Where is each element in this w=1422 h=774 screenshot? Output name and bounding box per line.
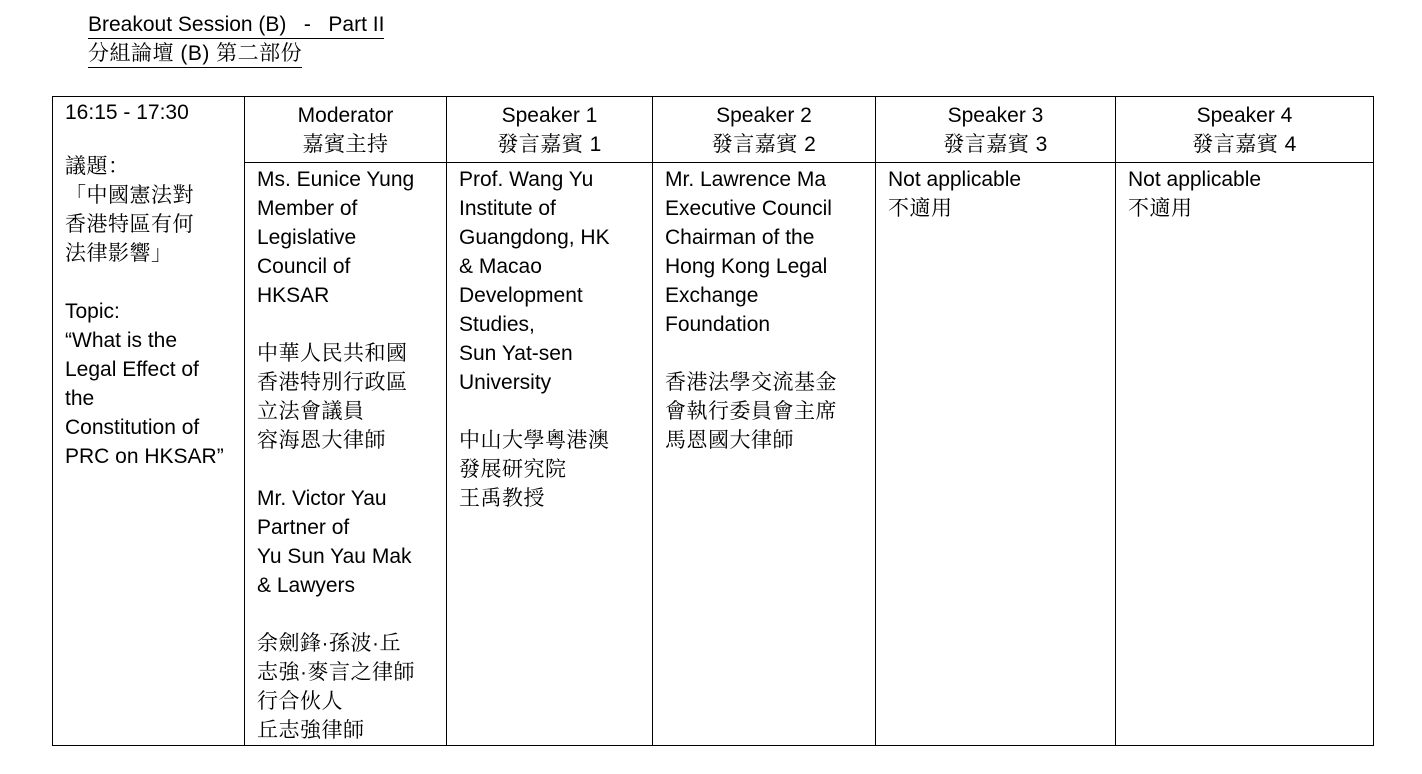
header-speaker-4 [1116,97,1374,163]
speaker-1-title: Guangdong, HK [459,226,610,249]
header-en: Speaker 1 [501,104,598,127]
speaker-1-title: & Macao [459,255,542,278]
topic-en-line: “What is the [65,329,178,352]
header-en: Speaker 4 [1196,104,1293,127]
header-cn: 發言嘉賓 4 [1192,133,1297,156]
header-moderator [245,97,447,163]
moderator-1-cn: 中華人民共和國 [257,342,408,365]
moderator-2-name: Mr. Victor Yau [257,487,387,510]
speaker-3-cn: 不適用 [888,197,953,220]
header-cn: 發言嘉賓 3 [943,133,1048,156]
topic-cn-label: 議題： [65,155,130,178]
moderator-2-cn: 余劍鋒·孫波·丘 [257,632,401,655]
table-body-row [53,163,1374,746]
moderator-1-cn: 立法會議員 [257,400,365,423]
header-en: Speaker 2 [716,104,812,127]
topic-en-line: Constitution of [65,416,200,439]
speaker-1-title: University [459,371,552,394]
speaker-4-en: Not applicable [1128,168,1262,191]
header-cn: 發言嘉賓 1 [497,133,602,156]
header-en: Moderator [297,104,394,127]
speaker-2-cn: 會執行委員會主席 [665,400,837,423]
speaker-2-cell [653,163,876,746]
moderator-1-cn: 香港特別行政區 [257,371,408,394]
speaker-3-en: Not applicable [888,168,1022,191]
moderator-2-title: Yu Sun Yau Mak [257,545,412,568]
moderator-1-title: HKSAR [257,284,330,307]
header-speaker-1 [447,97,653,163]
speaker-1-cn: 中山大學粵港澳 [459,429,610,452]
moderator-2-title: & Lawyers [257,574,356,597]
header-speaker-2 [653,97,876,163]
heading-title-cn: 分組論壇 (B) 第二部份 [88,42,302,68]
speaker-1-cn: 王禹教授 [459,487,545,510]
heading-title-en: Breakout Session (B) - Part II [88,13,384,39]
moderator-2-title: Partner of [257,516,350,539]
moderator-2-cn: 丘志強律師 [257,719,365,742]
topic-cn-line: 香港特區有何 [65,213,194,236]
speaker-2-title: Chairman of the [665,226,815,249]
speaker-1-title: Studies, [459,313,535,336]
moderator-cell [245,163,447,746]
moderator-1-title: Council of [257,255,351,278]
table-header-row [53,97,1374,163]
moderator-1-title: Member of [257,197,358,220]
session-time: 16:15 - 17:30 [65,101,189,124]
speaker-2-title: Exchange [665,284,759,307]
speaker-3-cell [876,163,1116,746]
speaker-2-cn: 馬恩國大律師 [665,429,794,452]
header-cn: 嘉賓主持 [302,133,389,156]
speaker-1-cn: 發展研究院 [459,458,567,481]
topic-cn-line: 法律影響」 [65,242,173,265]
topic-en-line: PRC on HKSAR” [65,445,224,468]
speaker-1-title: Sun Yat-sen [459,342,573,365]
header-cn: 發言嘉賓 2 [711,133,817,156]
time-topic-cell [53,97,245,746]
topic-en-line: the [65,387,95,410]
speaker-1-name: Prof. Wang Yu [459,168,594,191]
topic-cn-line: 「中國憲法對 [65,184,194,207]
speaker-2-cn: 香港法學交流基金 [665,371,837,394]
speaker-1-cell [447,163,653,746]
speaker-2-title: Foundation [665,313,771,336]
speaker-2-name: Mr. Lawrence Ma [665,168,827,191]
speaker-4-cell [1116,163,1374,746]
speaker-1-title: Institute of [459,197,556,220]
moderator-1-title: Legislative [257,226,357,249]
speaker-2-title: Executive Council [665,197,832,220]
header-en: Speaker 3 [947,104,1044,127]
program-table [52,96,1374,746]
speaker-1-title: Development [459,284,583,307]
moderator-1-name: Ms. Eunice Yung [257,168,415,191]
moderator-2-cn: 行合伙人 [257,690,343,713]
topic-en-line: Legal Effect of [65,358,199,381]
topic-en-label: Topic: [65,300,120,323]
header-speaker-3 [876,97,1116,163]
session-heading [88,10,384,68]
moderator-2-cn: 志強·麥言之律師 [257,661,415,684]
speaker-4-cn: 不適用 [1128,197,1193,220]
speaker-2-title: Hong Kong Legal [665,255,828,278]
moderator-1-cn: 容海恩大律師 [257,429,386,452]
